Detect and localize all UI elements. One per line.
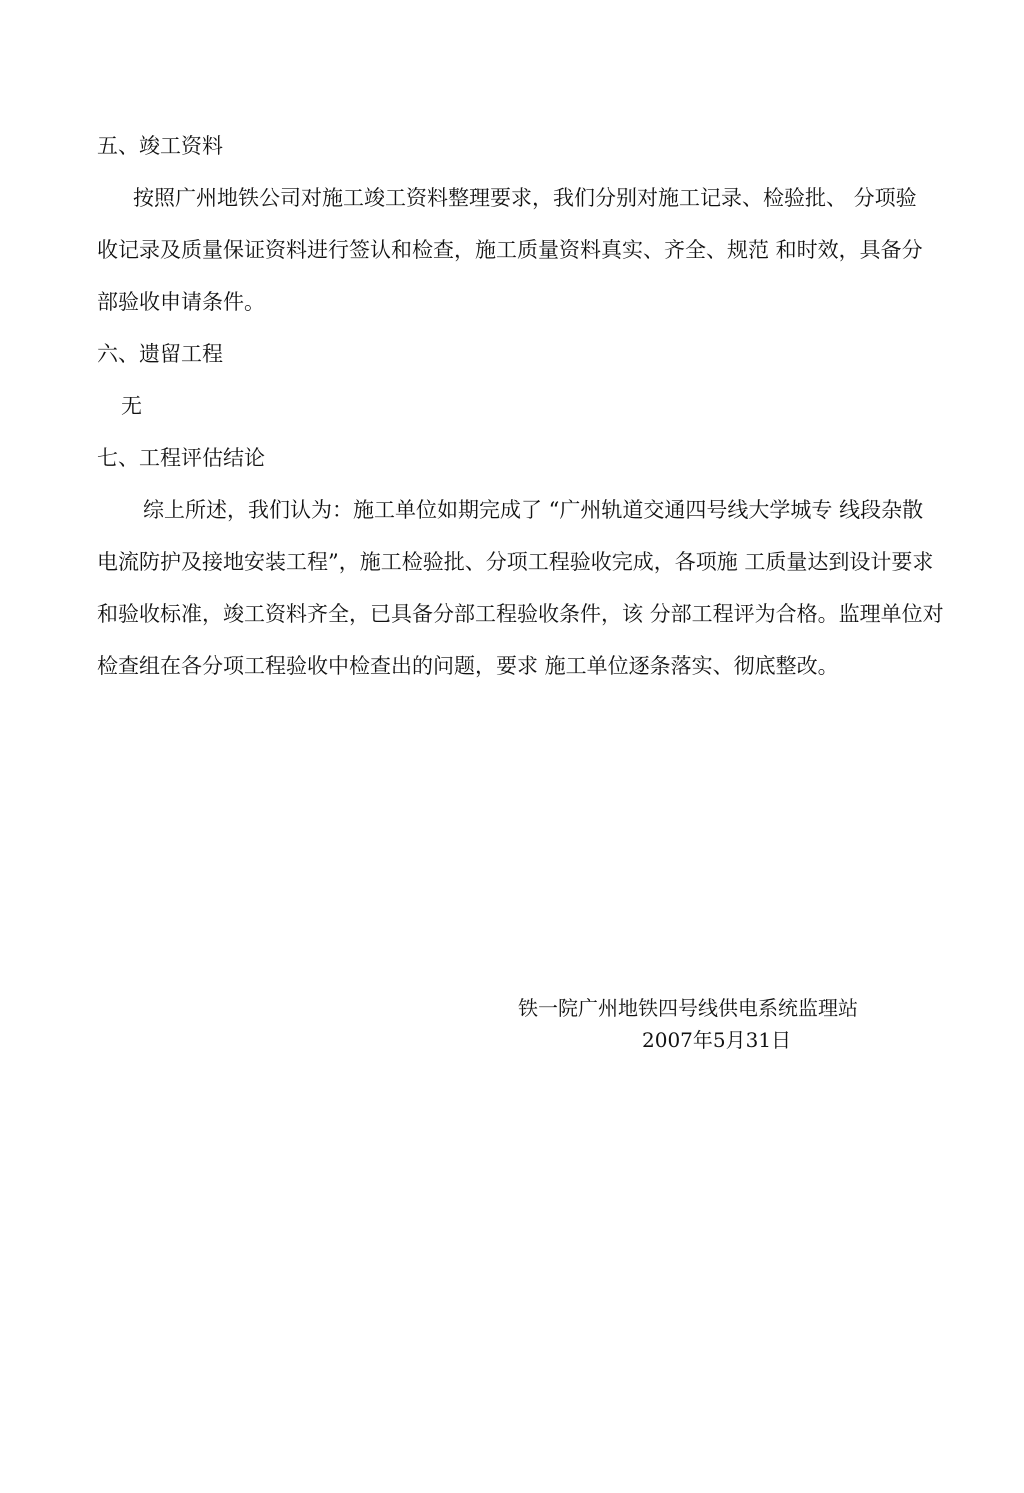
section-5-line-2: 收记录及质量保证资料进行签认和检查，施工质量资料真实、齐全、规范 和时效，具备分 (97, 238, 923, 262)
section-6-line-1: 无 (121, 394, 142, 418)
section-5-heading: 五、竣工资料 (97, 134, 223, 158)
section-7-line-3: 和验收标准，竣工资料齐全，已具备分部工程验收条件，该 分部工程评为合格。监理单位对 (97, 602, 944, 626)
section-5-line-3: 部验收申请条件。 (97, 290, 265, 314)
section-5-line-1: 按照广州地铁公司对施工竣工资料整理要求，我们分别对施工记录、检验批、 分项验 (133, 186, 917, 210)
section-6-heading: 六、遗留工程 (97, 342, 223, 366)
section-7-line-2: 电流防护及接地安装工程”，施工检验批、分项工程验收完成，各项施 工质量达到设计要求 (97, 550, 934, 574)
section-7-line-1: 综上所述，我们认为：施工单位如期完成了 “广州轨道交通四号线大学城专 线段杂散 (143, 498, 924, 522)
signature-organization: 铁一院广州地铁四号线供电系统监理站 (518, 996, 858, 1020)
section-7-line-4: 检查组在各分项工程验收中检查出的问题，要求 施工单位逐条落实、彻底整改。 (97, 654, 839, 678)
signature-date: 2007年5月31日 (642, 1028, 792, 1052)
section-7-heading: 七、工程评估结论 (97, 446, 265, 470)
